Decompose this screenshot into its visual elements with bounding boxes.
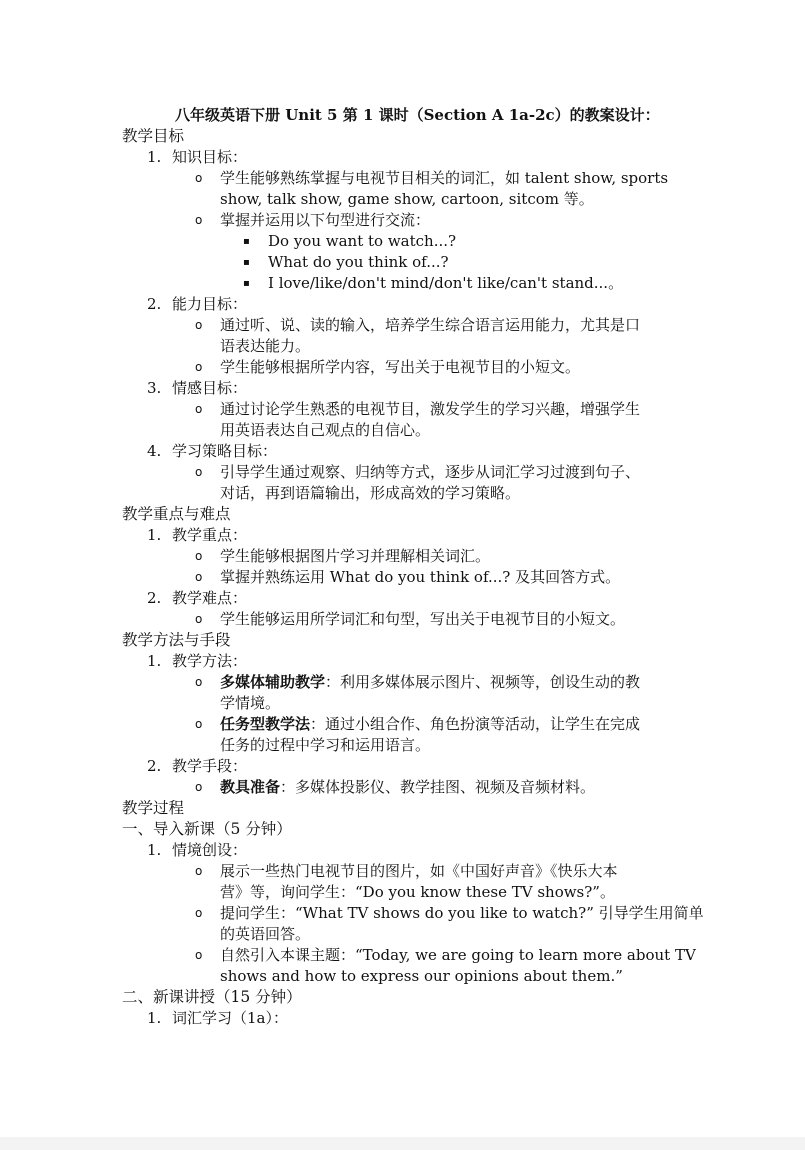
list-item-text: 学情境。 bbox=[220, 694, 281, 712]
circle-bullet-icon: o bbox=[195, 465, 203, 479]
square-bullet-icon: ▪ bbox=[243, 257, 250, 268]
circle-bullet-icon: o bbox=[195, 906, 203, 920]
list-number: 1. bbox=[147, 1009, 162, 1027]
list-number: 4. bbox=[147, 442, 162, 460]
list-item-label: 教学重点： bbox=[172, 526, 248, 544]
list-item-label: 学习策略目标： bbox=[172, 442, 278, 460]
section-heading-process: 教学过程 bbox=[122, 799, 185, 817]
document-title: 八年级英语下册 Unit 5 第 1 课时（Section A 1a-2c）的教案设计： bbox=[175, 106, 660, 124]
list-item-text: 通过听、说、读的输入，培养学生综合语言运用能力，尤其是口 bbox=[220, 316, 641, 334]
list-item-text: 掌握并运用以下句型进行交流： bbox=[220, 211, 431, 229]
list-item-text: 对话，再到语篇输出，形成高效的学习策略。 bbox=[220, 484, 521, 502]
circle-bullet-icon: o bbox=[195, 948, 203, 962]
circle-bullet-icon: o bbox=[195, 318, 203, 332]
list-item-label: 情感目标： bbox=[172, 379, 248, 397]
list-item-text: 营》等，询问学生：“Do you know these TV shows?”。 bbox=[220, 883, 615, 901]
list-number: 1. bbox=[147, 526, 162, 544]
circle-bullet-icon: o bbox=[195, 864, 203, 878]
bold-term: 教具准备 bbox=[220, 778, 281, 796]
list-number: 3. bbox=[147, 379, 162, 397]
list-item-label: 教学方法： bbox=[172, 652, 248, 670]
square-bullet-icon: ▪ bbox=[243, 236, 250, 247]
list-item-label: 教学难点： bbox=[172, 589, 248, 607]
list-item-text: ：多媒体投影仪、教学挂图、视频及音频材料。 bbox=[280, 778, 596, 796]
circle-bullet-icon: o bbox=[195, 780, 203, 794]
list-item-text: 语表达能力。 bbox=[220, 337, 311, 355]
list-item-text: Do you want to watch...? bbox=[268, 232, 457, 250]
circle-bullet-icon: o bbox=[195, 360, 203, 374]
circle-bullet-icon: o bbox=[195, 402, 203, 416]
subsection-heading-intro: 一、导入新课（5 分钟） bbox=[122, 820, 292, 838]
list-number: 1. bbox=[147, 652, 162, 670]
list-item-text: 学生能够熟练掌握与电视节目相关的词汇，如 talent show, sports bbox=[220, 169, 669, 187]
list-item-text: show, talk show, game show, cartoon, sitcom 等。 bbox=[220, 190, 594, 208]
circle-bullet-icon: o bbox=[195, 675, 203, 689]
list-item-text: 提问学生：“What TV shows do you like to watch?” 引导学生用简单 bbox=[220, 904, 704, 922]
list-item-text: shows and how to express our opinions about them.” bbox=[220, 967, 623, 985]
list-number: 2. bbox=[147, 589, 162, 607]
circle-bullet-icon: o bbox=[195, 171, 203, 185]
list-number: 2. bbox=[147, 295, 162, 313]
list-item-text: I love/like/don't mind/don't like/can't stand...。 bbox=[268, 274, 624, 292]
circle-bullet-icon: o bbox=[195, 570, 203, 584]
subsection-heading-new-lesson: 二、新课讲授（15 分钟） bbox=[122, 988, 302, 1006]
bold-term: 任务型教学法 bbox=[220, 715, 311, 733]
circle-bullet-icon: o bbox=[195, 549, 203, 563]
list-item-label: 教学手段： bbox=[172, 757, 248, 775]
list-item-text: What do you think of...? bbox=[268, 253, 449, 271]
list-number: 1. bbox=[147, 841, 162, 859]
list-item-text: 展示一些热门电视节目的图片，如《中国好声音》《快乐大本 bbox=[220, 862, 618, 880]
list-item-text: 引导学生通过观察、归纳等方式，逐步从词汇学习过渡到句子、 bbox=[220, 463, 641, 481]
list-item-text: 学生能够根据图片学习并理解相关词汇。 bbox=[220, 547, 491, 565]
bold-term: 多媒体辅助教学 bbox=[220, 673, 326, 691]
list-item-label: 能力目标： bbox=[172, 295, 248, 313]
list-item-text: ：利用多媒体展示图片、视频等，创设生动的教 bbox=[325, 673, 641, 691]
list-item-text: 自然引入本课主题：“Today, we are going to learn more about TV bbox=[220, 946, 696, 964]
circle-bullet-icon: o bbox=[195, 717, 203, 731]
list-item-label: 词汇学习（1a）： bbox=[172, 1009, 288, 1027]
list-item-text: 任务的过程中学习和运用语言。 bbox=[220, 736, 431, 754]
list-number: 2. bbox=[147, 757, 162, 775]
list-item-text: 掌握并熟练运用 What do you think of...? 及其回答方式。 bbox=[220, 568, 621, 586]
list-item-text: 用英语表达自己观点的自信心。 bbox=[220, 421, 431, 439]
circle-bullet-icon: o bbox=[195, 612, 203, 626]
section-heading-goals: 教学目标 bbox=[122, 127, 185, 145]
circle-bullet-icon: o bbox=[195, 213, 203, 227]
list-item-text: 通过讨论学生熟悉的电视节目，激发学生的学习兴趣，增强学生 bbox=[220, 400, 641, 418]
list-number: 1. bbox=[147, 148, 162, 166]
list-item-text: 的英语回答。 bbox=[220, 925, 311, 943]
square-bullet-icon: ▪ bbox=[243, 278, 250, 289]
list-item-text: 学生能够根据所学内容，写出关于电视节目的小短文。 bbox=[220, 358, 581, 376]
list-item-text: 学生能够运用所学词汇和句型，写出关于电视节目的小短文。 bbox=[220, 610, 626, 628]
list-item-label: 情境创设： bbox=[172, 841, 248, 859]
list-item-label: 知识目标： bbox=[172, 148, 248, 166]
section-heading-methods: 教学方法与手段 bbox=[122, 631, 231, 649]
section-heading-key-points: 教学重点与难点 bbox=[122, 505, 231, 523]
list-item-text: ：通过小组合作、角色扮演等活动，让学生在完成 bbox=[310, 715, 641, 733]
